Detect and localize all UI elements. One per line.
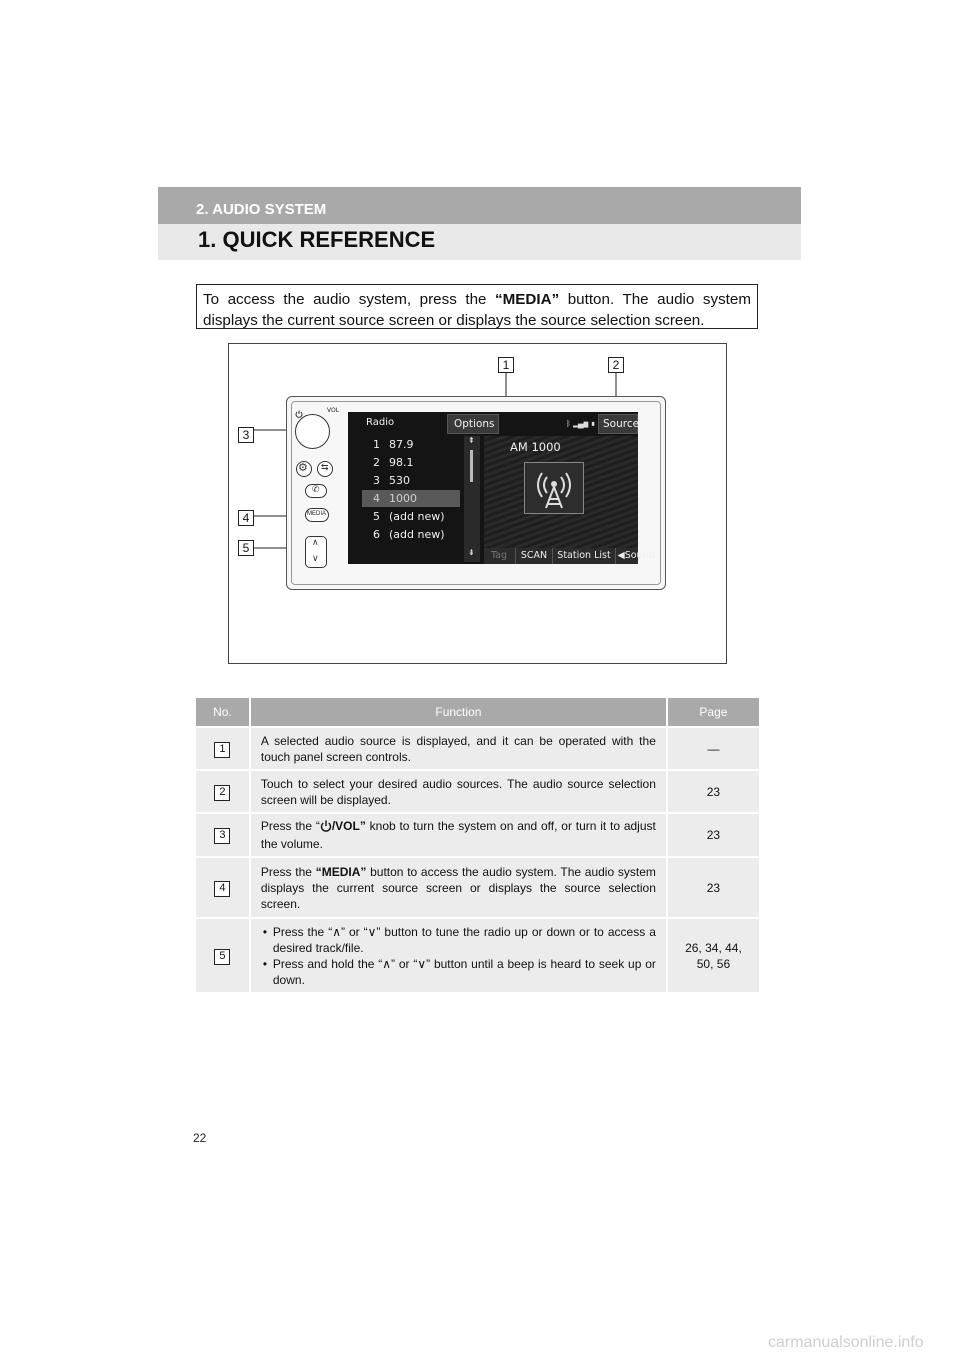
preset-4[interactable] bbox=[362, 490, 460, 507]
callout-2: 2 bbox=[608, 357, 624, 373]
row-number-cell bbox=[196, 727, 250, 770]
preset-value: (add new) bbox=[389, 528, 445, 541]
bluetooth-icon: ᛒ bbox=[566, 419, 571, 428]
table-row bbox=[196, 813, 759, 857]
intro-box bbox=[196, 284, 758, 329]
row-function bbox=[250, 857, 667, 918]
phone-button[interactable] bbox=[305, 484, 327, 498]
row-number-cell bbox=[196, 813, 250, 857]
intro-text bbox=[197, 285, 757, 335]
section-label: 2. AUDIO SYSTEM bbox=[196, 201, 327, 218]
row-number-badge: 1 bbox=[214, 742, 230, 758]
row-number-badge: 5 bbox=[214, 949, 230, 965]
row-function bbox=[250, 813, 667, 857]
row-number-badge: 2 bbox=[214, 785, 230, 801]
media-button-label: MEDIA bbox=[307, 511, 327, 517]
options-button[interactable] bbox=[447, 414, 499, 434]
callout-5: 5 bbox=[238, 540, 254, 556]
bullet-item: • Press and hold the “∧” or “∨” button until a beep is heard to seek up or down. bbox=[261, 956, 656, 988]
antenna-tile bbox=[524, 462, 584, 514]
speaker-icon: ◀ bbox=[617, 550, 625, 561]
row-number-cell bbox=[196, 857, 250, 918]
power-volume-knob[interactable] bbox=[295, 414, 330, 449]
sound-button[interactable] bbox=[615, 548, 656, 564]
app-button[interactable] bbox=[317, 461, 333, 477]
function-text: button to access the audio system. The audio system displays the current source screen or displays the source selection screen. bbox=[260, 864, 656, 911]
station-list-button[interactable]: Station List bbox=[552, 548, 615, 564]
preset-6[interactable] bbox=[362, 526, 460, 543]
table-header-row bbox=[196, 698, 759, 727]
function-table bbox=[196, 698, 759, 992]
row-number-badge: 3 bbox=[214, 828, 230, 844]
current-station: AM 1000 bbox=[510, 440, 561, 454]
row-number-cell bbox=[196, 918, 250, 992]
seek-tune-rocker[interactable] bbox=[305, 536, 327, 568]
row-page: 23 bbox=[667, 770, 759, 813]
preset-number: 2 bbox=[373, 456, 380, 469]
function-text: Press the “ bbox=[260, 819, 320, 833]
bullet-list bbox=[261, 924, 656, 988]
row-function bbox=[250, 918, 667, 992]
battery-icon: ▮ bbox=[590, 419, 596, 428]
radio-antenna-icon bbox=[525, 463, 583, 513]
screen-bottom-bar bbox=[484, 548, 655, 564]
callout-3: 3 bbox=[238, 427, 254, 443]
preset-scrollbar[interactable] bbox=[464, 436, 480, 562]
watermark: carmanualsonline.info bbox=[768, 1334, 924, 1351]
function-text: Press the bbox=[260, 864, 316, 879]
header-page: Page bbox=[667, 698, 759, 727]
row-number-cell bbox=[196, 770, 250, 813]
row-page: — bbox=[667, 727, 759, 770]
sound-label: Sound bbox=[624, 550, 655, 561]
scroll-thumb[interactable] bbox=[470, 450, 473, 482]
status-icons bbox=[566, 419, 595, 428]
media-label: “MEDIA” bbox=[315, 864, 367, 879]
intro-media-label: “MEDIA” bbox=[495, 291, 560, 308]
vol-knob-label: /VOL” bbox=[331, 819, 366, 833]
scroll-down-icon[interactable]: ⇟ bbox=[468, 548, 475, 557]
bullet-item: • Press the “∧” or “∨” button to tune the radio up or down or to access a desired track/file. bbox=[261, 924, 656, 956]
preset-number: 3 bbox=[373, 474, 380, 487]
header-function: Function bbox=[250, 698, 667, 727]
scan-button[interactable]: SCAN bbox=[515, 548, 552, 564]
row-page: 23 bbox=[667, 857, 759, 918]
row-function: Touch to select your desired audio sources. The audio source selection screen will be displayed. bbox=[250, 770, 667, 813]
table-row bbox=[196, 918, 759, 992]
up-chevron-icon: ∧ bbox=[312, 537, 319, 547]
table-row bbox=[196, 770, 759, 813]
preset-value: 98.1 bbox=[389, 456, 414, 469]
row-page bbox=[667, 918, 759, 992]
intro-text-part: To access the audio system, press the bbox=[203, 291, 496, 308]
intro-text-part: button. The audio system displays the current source screen or displays the source selection screen. bbox=[203, 291, 751, 329]
table-row bbox=[196, 727, 759, 770]
power-icon bbox=[295, 405, 303, 413]
preset-value: (add new) bbox=[389, 510, 445, 523]
table-row bbox=[196, 857, 759, 918]
screen-header: Radio bbox=[366, 417, 395, 428]
preset-5[interactable] bbox=[362, 508, 460, 525]
preset-number: 4 bbox=[373, 492, 380, 505]
page-title-bar bbox=[158, 224, 801, 260]
preset-number: 6 bbox=[373, 528, 380, 541]
setup-button[interactable] bbox=[296, 461, 312, 477]
scroll-up-icon[interactable]: ⇞ bbox=[468, 436, 475, 445]
row-page-text: 26, 34, 44, 50, 56 bbox=[685, 940, 742, 971]
source-label: Source bbox=[603, 418, 640, 430]
row-number-badge: 4 bbox=[214, 881, 230, 897]
header-no: No. bbox=[196, 698, 250, 727]
vol-label: VOL bbox=[327, 407, 340, 414]
preset-value: 530 bbox=[389, 474, 410, 487]
down-chevron-icon: ∨ bbox=[312, 553, 319, 563]
head-unit-figure bbox=[228, 343, 727, 664]
app-icon: ⇆ bbox=[321, 462, 329, 472]
callout-4: 4 bbox=[238, 510, 254, 526]
signal-icon: ▂▄▆ bbox=[573, 419, 589, 428]
preset-1[interactable] bbox=[362, 436, 460, 453]
options-label: Options bbox=[454, 418, 495, 430]
source-button[interactable] bbox=[598, 414, 638, 434]
preset-value: 87.9 bbox=[389, 438, 414, 451]
function-text: knob to turn the system on and off, or turn it to adjust the volume. bbox=[260, 819, 656, 851]
radio-screen bbox=[348, 412, 655, 564]
power-icon bbox=[320, 820, 332, 836]
row-function: A selected audio source is displayed, and it can be operated with the touch panel screen controls. bbox=[250, 727, 667, 770]
phone-icon: ✆ bbox=[312, 484, 320, 494]
row-page: 23 bbox=[667, 813, 759, 857]
preset-number: 5 bbox=[373, 510, 380, 523]
section-header-bar bbox=[158, 187, 801, 224]
callout-1: 1 bbox=[498, 357, 514, 373]
preset-value: 1000 bbox=[389, 492, 417, 505]
page-title: 1. QUICK REFERENCE bbox=[198, 227, 436, 252]
preset-number: 1 bbox=[373, 438, 380, 451]
media-button[interactable] bbox=[305, 508, 329, 522]
preset-3[interactable] bbox=[362, 472, 460, 489]
tag-button[interactable]: Tag bbox=[490, 550, 508, 561]
preset-2[interactable] bbox=[362, 454, 460, 471]
page-number: 22 bbox=[193, 1131, 207, 1145]
gear-icon: ⚙ bbox=[298, 462, 308, 474]
